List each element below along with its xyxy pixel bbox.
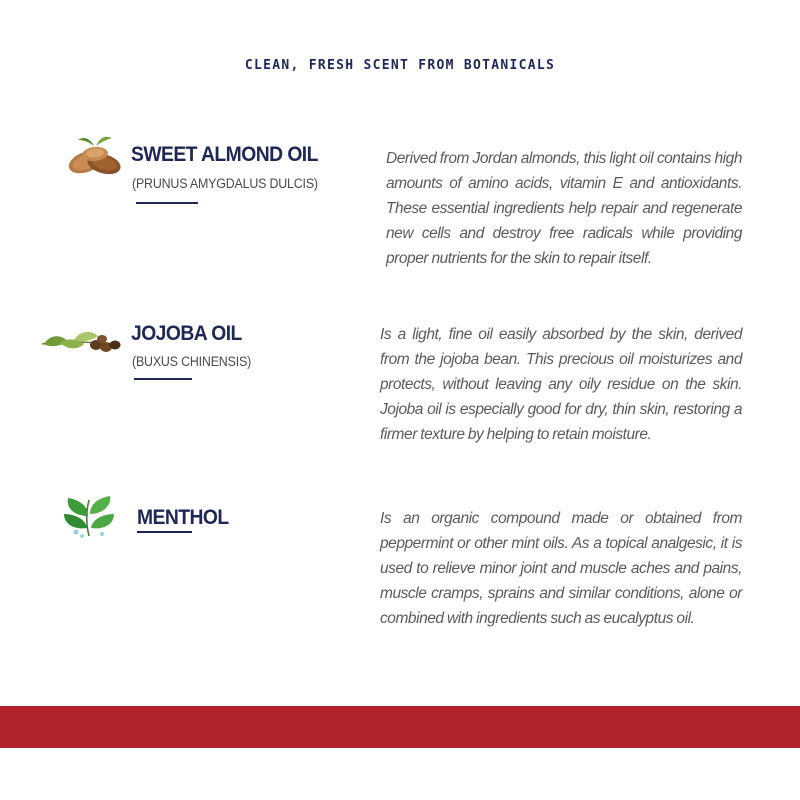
- jojoba-icon: [40, 326, 126, 356]
- ingredient-underline: [136, 202, 198, 204]
- ingredient-latin-jojoba-oil: (BUXUS CHINENSIS): [132, 354, 252, 369]
- ingredient-description-sweet-almond-oil: Derived from Jordan almonds, this light oil contains high amounts of amino acids, vitamin E and antioxidants. These essential ingredients help repair and regenerate new cells and destroy free radicals while providing proper nutrients for the skin to repair itself.: [386, 150, 742, 267]
- mint-leaf-icon: [62, 494, 116, 540]
- ingredient-underline: [134, 378, 192, 380]
- ingredient-underline: [137, 531, 192, 533]
- ingredient-latin-sweet-almond-oil: (PRUNUS AMYGDALUS DULCIS): [132, 176, 318, 191]
- page-title: CLEAN, FRESH SCENT FROM BOTANICALS: [244, 58, 556, 73]
- ingredient-name-sweet-almond-oil: SWEET ALMOND OIL: [131, 143, 318, 166]
- footer-band: [0, 706, 800, 748]
- ingredient-description-menthol: Is an organic compound made or obtained from peppermint or other mint oils. As a topical analgesic, it is used to relieve minor joint and muscle aches and pains, muscle cramps, sprains and similar conditions, alone or combined with ingredients such as eucalyptus oil.: [380, 510, 742, 627]
- ingredient-name-menthol: MENTHOL: [137, 506, 229, 529]
- ingredient-description-jojoba-oil: Is a light, fine oil easily absorbed by the skin, derived from the jojoba bean. This precious oil moisturizes and protects, without leaving any oily residue on the skin. Jojoba oil is especially good for dry, thin skin, restoring a firmer texture by helping to retain moisture.: [380, 326, 742, 443]
- ingredient-name-jojoba-oil: JOJOBA OIL: [131, 322, 242, 345]
- almond-icon: [64, 134, 126, 178]
